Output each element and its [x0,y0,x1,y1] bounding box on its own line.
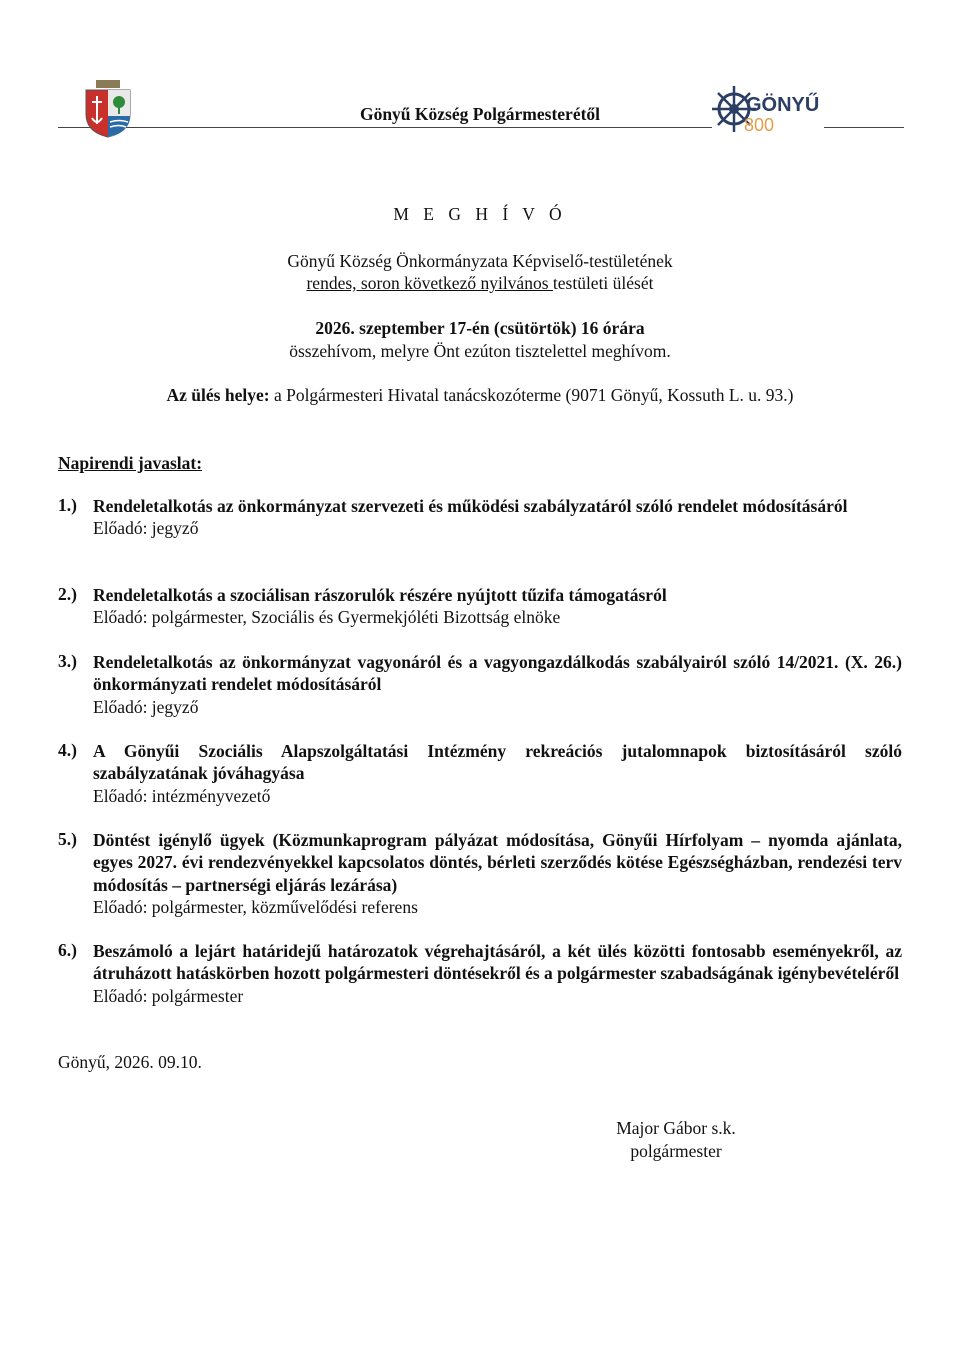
agenda-item-number: 3.) [58,651,77,671]
agenda-item-number: 4.) [58,740,77,760]
invitation-line3: összehívom, melyre Önt ezúton tisztelettel meghívom. [289,341,671,361]
agenda-item-presenter: Előadó: intézményvezető [93,785,271,806]
agenda-item-presenter: Előadó: polgármester, közművelődési referens [93,896,418,917]
agenda-item-title: Rendeletalkotás az önkormányzat vagyonáról és a vagyongazdálkodás szabályairól szóló 14/2021. (X. 26.) önkormányzati rendelet módosításáról [93,652,902,695]
invitation-heading: M E G H Í V Ó [393,204,567,224]
logo-text: GÖNYŰ [746,94,820,116]
invitation-line1: Gönyű Község Önkormányzata Képviselő-testületének [287,251,673,271]
meeting-place-label: Az ülés helye: [166,385,270,405]
meeting-place [0,385,960,406]
header-title: Gönyű Község Polgármesterétől [359,104,601,124]
meeting-date: 2026. szeptember 17-én (csütörtök) 16 órára [315,318,645,338]
meeting-place-value: a Polgármesteri Hivatal tanácskozóterme (9071 Gönyű, Kossuth L. u. 93.) [269,385,794,405]
agenda-item [58,940,902,1007]
agenda-item [58,829,902,918]
signer-title: polgármester [630,1141,722,1161]
agenda-item-presenter: Előadó: polgármester [93,985,244,1006]
agenda-item-title: A Gönyűi Szociális Alapszolgáltatási Intézmény rekreációs jutalomnapok biztosításáról szóló szabályzatának jóváhagyása [93,741,902,784]
signer-name: Major Gábor s.k. [616,1118,736,1138]
agenda-item-number: 2.) [58,584,77,604]
invitation-line2-underlined: rendes, soron következő nyilvános [306,273,553,293]
header-rule-left [58,127,712,128]
place-and-date: Gönyű, 2026. 09.10. [58,1052,202,1072]
agenda-item-title: Rendeletalkotás a szociálisan rászorulók részére nyújtott tűzifa támogatásról [93,585,667,605]
agenda-item-number: 1.) [58,495,77,515]
invitation-line2-rest: testületi ülését [552,273,654,293]
logo-number: 800 [744,115,775,135]
agenda-item-presenter: Előadó: jegyző [93,518,199,539]
agenda-heading: Napirendi javaslat: [58,453,203,473]
agenda-item-title: Rendeletalkotás az önkormányzat szervezeti és működési szabályzatáról szóló rendelet módosításáról [93,496,848,516]
agenda-item-presenter: Előadó: polgármester, Szociális és Gyermekjóléti Bizottság elnöke [93,607,561,628]
agenda-item [58,740,902,807]
agenda-item-number: 5.) [58,829,77,849]
agenda-item-number: 6.) [58,940,77,960]
agenda-item-title: Beszámoló a lejárt határidejű határozatok végrehajtásáról, a két ülés közötti fontosabb eseményekről, az átruházott hatáskörben hozott polgármesteri döntésekről és a polgármester szabadságának igénybevételéről [93,941,902,984]
agenda-item [58,584,902,629]
agenda-item-title: Döntést igénylő ügyek (Közmunkaprogram pályázat módosítása, Gönyűi Hírfolyam – nyomda ajánlata, egyes 2027. évi rendezvényekkel kapcsolatos döntés, bérleti szerződés kötése Egészségházban, rendezési terv módosítás – partnerségi eljárás lezárása) [93,830,902,895]
header-rule-right [824,127,904,128]
invitation-line2 [0,273,960,294]
agenda-item-presenter: Előadó: jegyző [93,696,199,717]
agenda-item [58,495,902,540]
agenda-item [58,651,902,718]
